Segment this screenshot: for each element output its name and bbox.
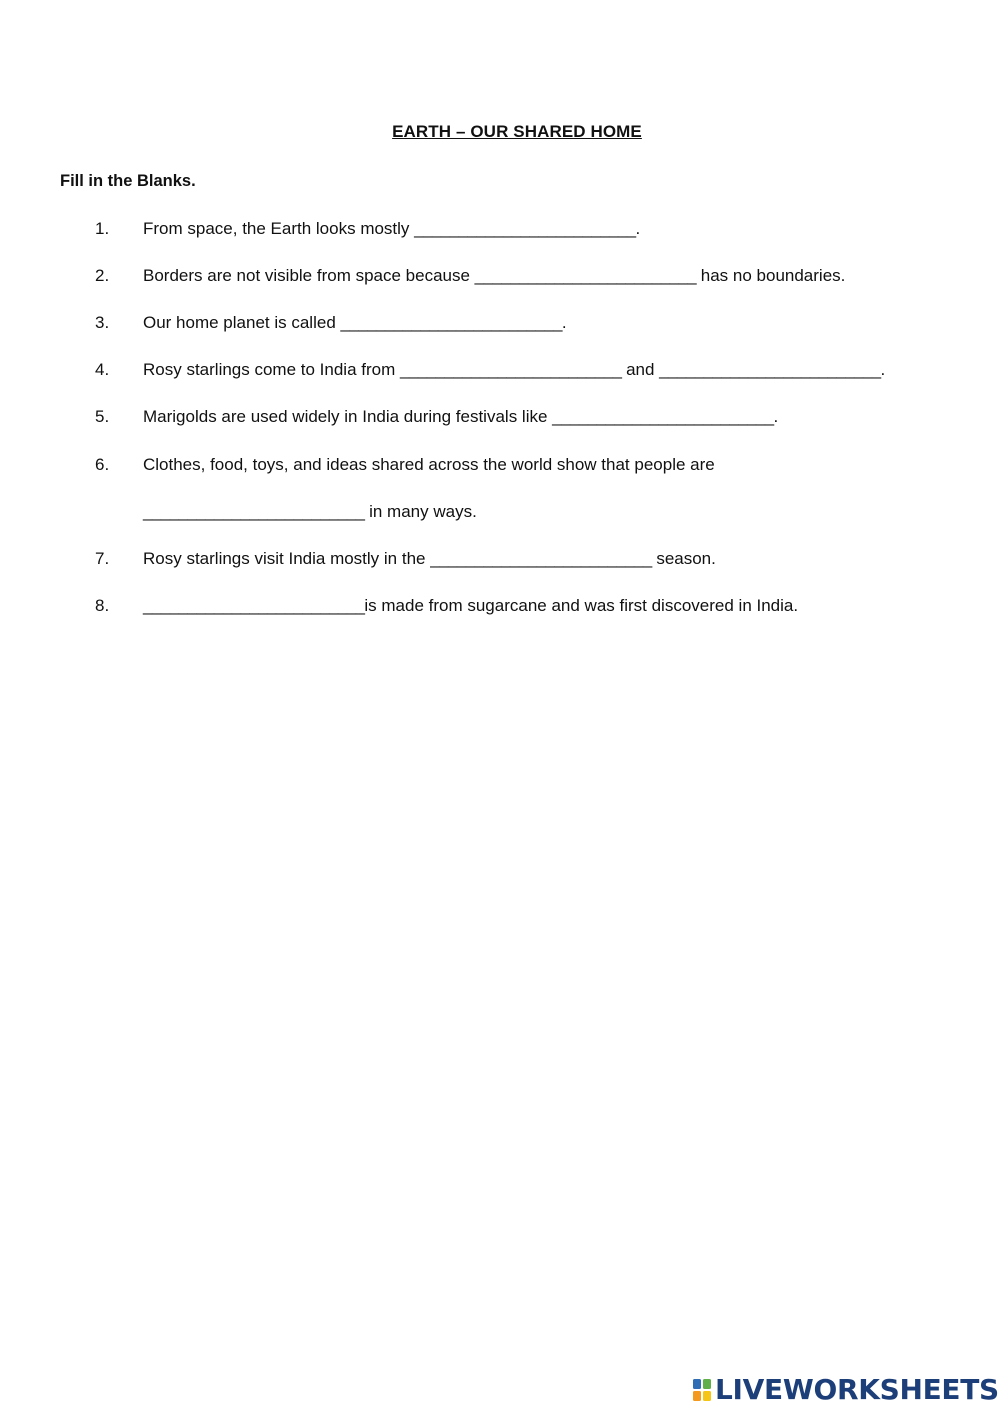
question-number: 8. — [95, 596, 110, 615]
question-number: 2. — [95, 266, 110, 285]
question-text-part: season. — [651, 549, 716, 568]
answer-blank[interactable]: _________________________ — [143, 502, 365, 521]
question-text-part: in many ways. — [364, 502, 477, 521]
liveworksheets-logo-icon — [692, 1378, 712, 1402]
question-text-part: Our home planet is called — [143, 313, 341, 332]
question-text-part: Clothes, food, toys, and ideas shared across the world show that people are — [143, 455, 715, 474]
question-row — [0, 404, 1000, 430]
answer-blank[interactable]: _________________________ — [340, 313, 562, 332]
question-text — [143, 357, 885, 383]
question-row — [0, 357, 1000, 383]
question-row — [0, 546, 1000, 572]
question-text-part: Borders are not visible from space because — [143, 266, 475, 285]
question-text — [143, 216, 640, 242]
question-text-part: Rosy starlings visit India mostly in the — [143, 549, 431, 568]
question-text-part: and — [621, 360, 660, 379]
logo-text: LIVEWORKSHEETS — [715, 1373, 999, 1406]
question-text — [143, 546, 716, 572]
question-text — [143, 593, 798, 619]
question-text-part: has no boundaries. — [696, 266, 846, 285]
question-number: 7. — [95, 549, 110, 568]
instruction-heading: Fill in the Blanks. — [60, 172, 196, 190]
answer-blank[interactable]: _________________________ — [399, 360, 622, 379]
answer-blank[interactable]: _________________________ — [659, 360, 881, 379]
question-text-part: Marigolds are used widely in India during festivals like — [143, 407, 553, 426]
question-text-part: . — [635, 219, 641, 238]
question-number: 4. — [95, 360, 110, 379]
answer-blank[interactable]: _________________________ — [552, 407, 774, 426]
question-text — [143, 263, 845, 289]
question-number: 6. — [95, 455, 110, 474]
question-text-part: is made from sugarcane and was first discovered in India. — [364, 596, 799, 615]
worksheet-title: EARTH – OUR SHARED HOME — [392, 122, 642, 141]
question-row — [0, 310, 1000, 336]
question-text — [143, 452, 715, 478]
answer-blank[interactable]: _________________________ — [430, 549, 652, 568]
answer-blank[interactable]: _________________________ — [474, 266, 697, 285]
question-text-part: . — [561, 313, 567, 332]
answer-blank[interactable]: _________________________ — [414, 219, 636, 238]
liveworksheets-logo[interactable] — [692, 1373, 999, 1407]
question-row — [0, 216, 1000, 242]
question-number: 1. — [95, 219, 110, 238]
question-row — [0, 593, 1000, 619]
question-row — [0, 499, 1000, 525]
question-text-part: . — [773, 407, 779, 426]
question-number: 3. — [95, 313, 110, 332]
question-text — [143, 499, 477, 525]
question-text — [143, 310, 567, 336]
question-text-part: Rosy starlings come to India from — [143, 360, 400, 379]
question-row — [0, 452, 1000, 478]
question-number: 5. — [95, 407, 110, 426]
question-text-part: . — [880, 360, 886, 379]
question-text-part: From space, the Earth looks mostly — [143, 219, 415, 238]
question-text — [143, 404, 778, 430]
question-row — [0, 263, 1000, 289]
answer-blank[interactable]: _________________________ — [143, 596, 365, 615]
